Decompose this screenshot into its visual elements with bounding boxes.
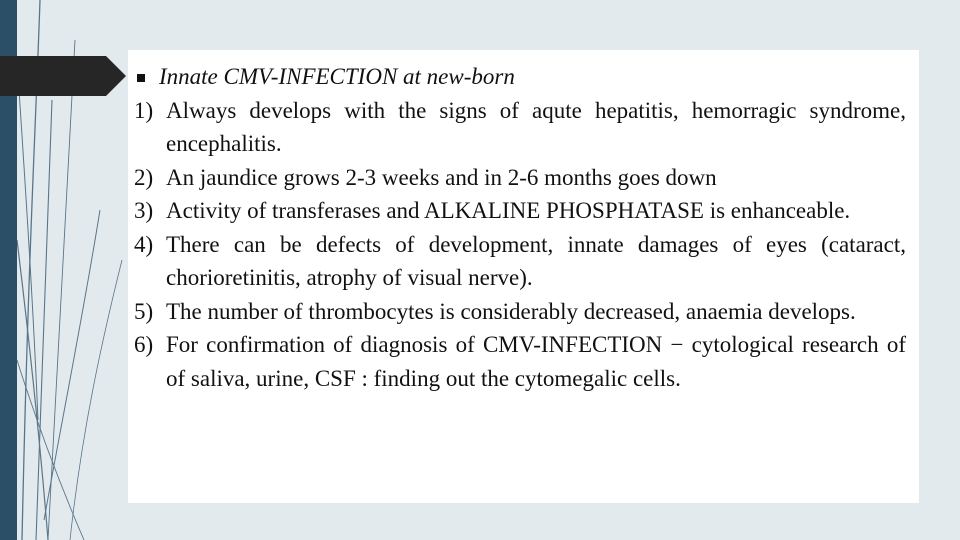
slide-text	[134, 60, 906, 395]
item-text: There can be defects of development, innate damages of eyes (cataract, chorioretinitis, atrophy of visual nerve).	[166, 231, 906, 290]
list-item	[134, 161, 906, 195]
list-item	[134, 228, 906, 295]
item-number: 2)	[134, 164, 154, 190]
item-text: Activity of transferases and ALKALINE PHOSPHATASE is enhanceable.	[166, 198, 851, 223]
item-text: The number of thrombocytes is considerably decreased, anaemia develops.	[166, 298, 856, 324]
list-item	[134, 194, 906, 228]
item-text: Always develops with the signs of aqute hepatitis, hemorragic syndrome, encephalitis.	[166, 97, 906, 156]
item-number: 4)	[134, 231, 154, 257]
item-number: 5)	[134, 298, 154, 324]
title-marker-arrow	[0, 56, 127, 96]
square-bullet-icon	[137, 74, 145, 82]
slide-heading	[137, 60, 906, 94]
item-text: For confirmation of diagnosis of CMV-INFECTION − cytological research of of saliva, urine, CSF : finding out the cytomegalic cells.	[166, 332, 906, 391]
list-item	[134, 295, 906, 329]
item-number: 1)	[134, 97, 154, 123]
item-number: 3)	[134, 198, 154, 223]
item-text: An jaundice grows 2-3 weeks and in 2-6 months goes down	[166, 164, 717, 190]
heading-text: Innate CMV-INFECTION at new-born	[159, 64, 515, 89]
list-item	[134, 328, 906, 395]
list-item	[134, 94, 906, 161]
item-number: 6)	[134, 332, 154, 357]
